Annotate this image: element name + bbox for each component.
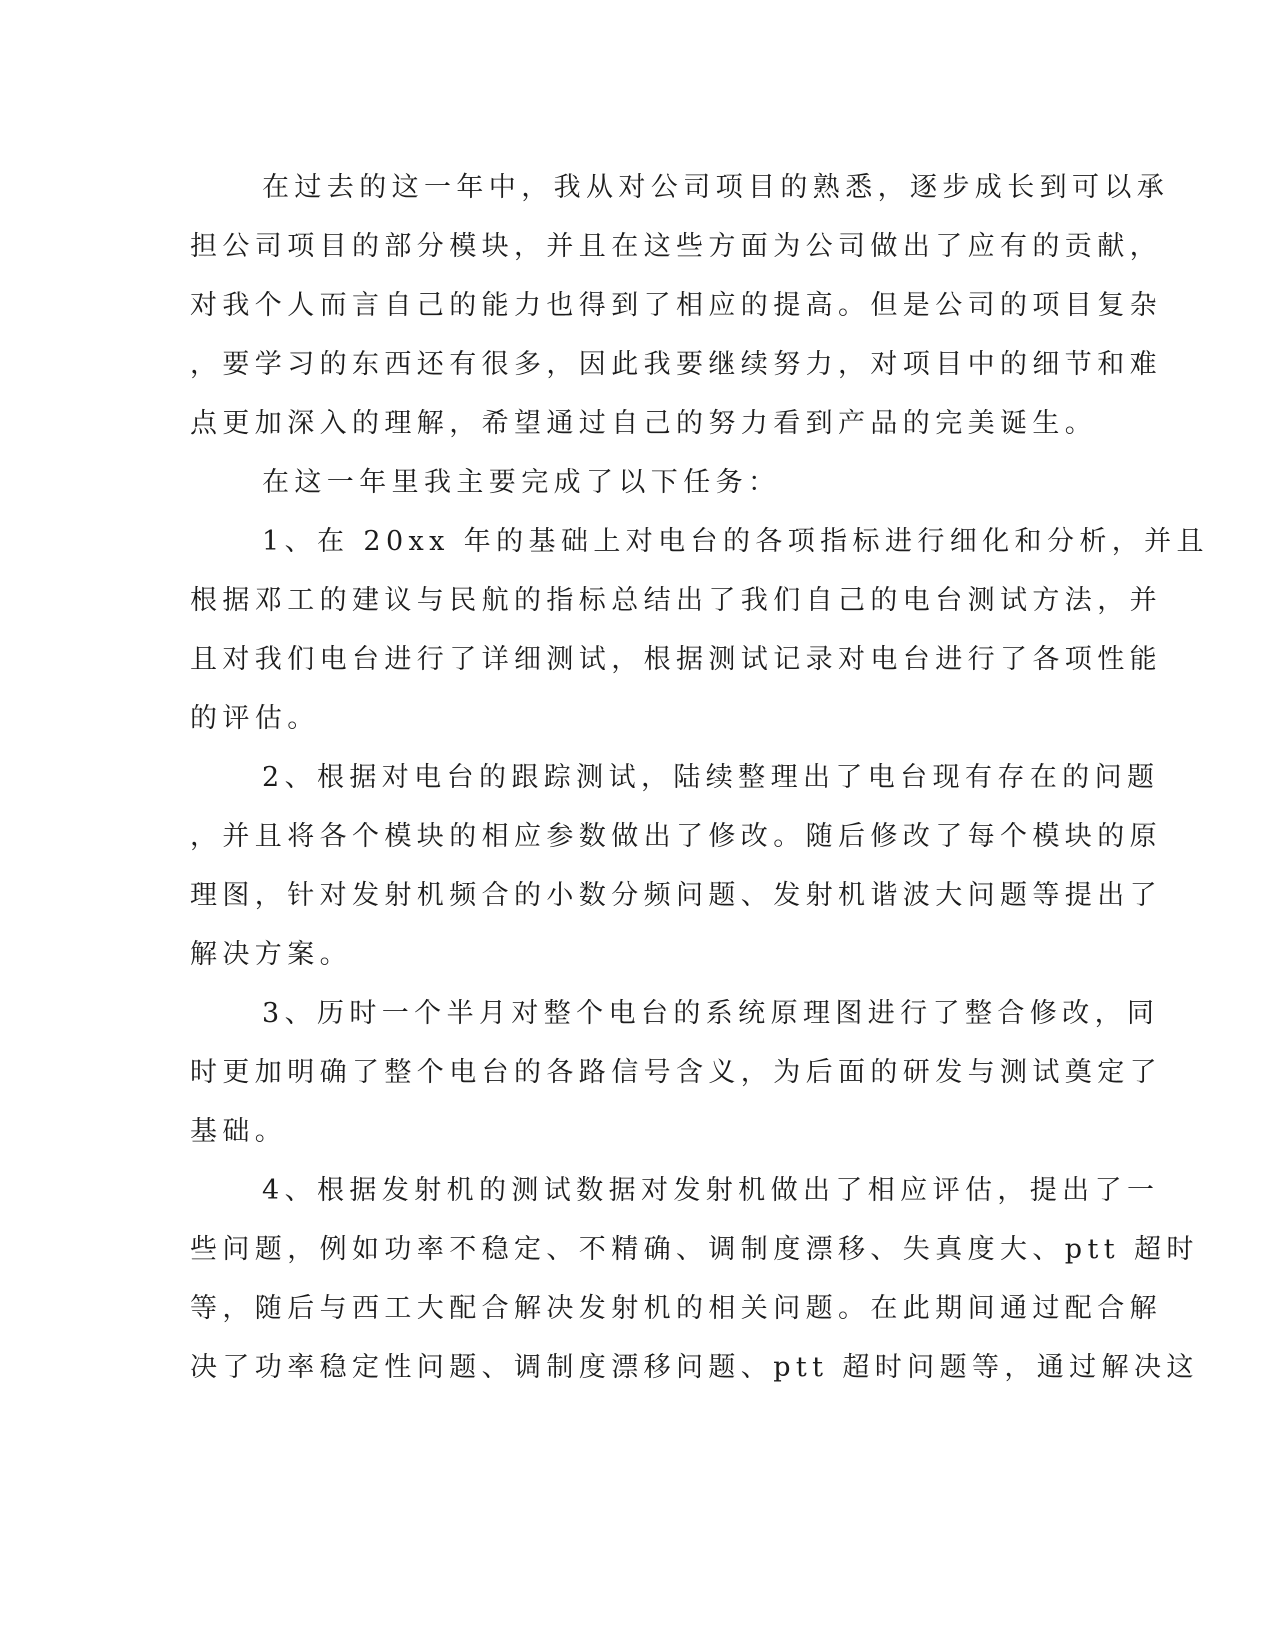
list-item-line: 解决方案。 [190, 939, 352, 970]
paragraph-line: 在过去的这一年中，我从对公司项目的熟悉，逐步成长到可以承 [262, 172, 1170, 203]
list-item-line: 基础。 [190, 1116, 288, 1147]
list-item-line: 理图，针对发射机频合的小数分频问题、发射机谐波大问题等提出了 [190, 880, 1162, 911]
list-item-line: 1、在 20xx 年的基础上对电台的各项指标进行细化和分析，并且 [262, 526, 1209, 557]
paragraph-line: 担公司项目的部分模块，并且在这些方面为公司做出了应有的贡献， [190, 231, 1162, 262]
list-item-line: 等，随后与西工大配合解决发射机的相关问题。在此期间通过配合解 [190, 1293, 1162, 1324]
list-item-line: 的评估。 [190, 703, 320, 734]
list-item-line: 根据邓工的建议与民航的指标总结出了我们自己的电台测试方法，并 [190, 585, 1162, 616]
list-item-line: 4、根据发射机的测试数据对发射机做出了相应评估，提出了一 [262, 1175, 1160, 1206]
list-item-line: 2、根据对电台的跟踪测试，陆续整理出了电台现有存在的问题 [262, 762, 1160, 793]
list-item-line: 些问题，例如功率不稳定、不精确、调制度漂移、失真度大、ptt 超时 [190, 1234, 1199, 1265]
paragraph-line: 对我个人而言自己的能力也得到了相应的提高。但是公司的项目复杂 [190, 290, 1162, 321]
paragraph-line: ，要学习的东西还有很多，因此我要继续努力，对项目中的细节和难 [190, 349, 1162, 380]
list-item-line: ，并且将各个模块的相应参数做出了修改。随后修改了每个模块的原 [190, 821, 1162, 852]
list-item-line: 且对我们电台进行了详细测试，根据测试记录对电台进行了各项性能 [190, 644, 1162, 675]
paragraph-line: 点更加深入的理解，希望通过自己的努力看到产品的完美诞生。 [190, 408, 1098, 439]
list-item-line: 3、历时一个半月对整个电台的系统原理图进行了整合修改，同 [262, 998, 1160, 1029]
paragraph-line: 在这一年里我主要完成了以下任务： [262, 467, 781, 498]
list-item-line: 时更加明确了整个电台的各路信号含义，为后面的研发与测试奠定了 [190, 1057, 1162, 1088]
list-item-line: 决了功率稳定性问题、调制度漂移问题、ptt 超时问题等，通过解决这 [190, 1352, 1199, 1383]
